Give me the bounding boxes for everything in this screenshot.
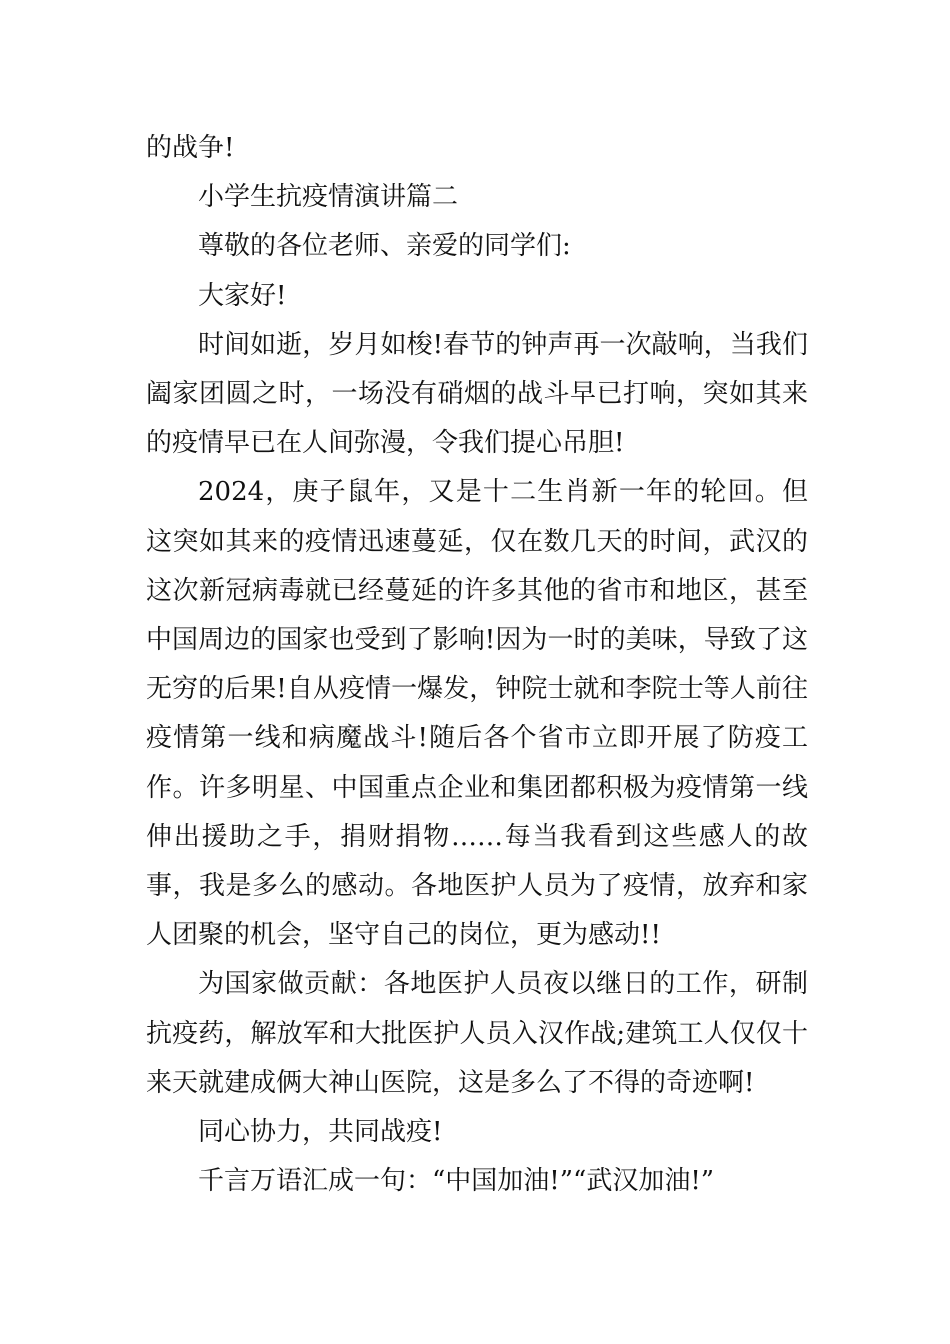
- section-heading: 小学生抗疫情演讲篇二: [198, 182, 459, 213]
- document-body: [146, 124, 808, 1206]
- paragraph: 为国家做贡献：各地医护人员夜以继日的工作，研制抗疫药，解放军和大批医护人员入汉作战;建筑工人仅仅十来天就建成俩大神山医院，这是多么了不得的奇迹啊!: [146, 969, 808, 1098]
- paragraph: 2024，庚子鼠年，又是十二生肖新一年的轮回。但这突如其来的疫情迅速蔓延，仅在数几天的时间，武汉的这次新冠病毒就已经蔓延的许多其他的省市和地区，甚至中国周边的国家也受到了影响!因为一时的美味，导致了这无穷的后果!自从疫情一爆发，钟院士就和李院士等人前往疫情第一线和病魔战斗!随后各个省市立即开展了防疫工作。许多明星、中国重点企业和集团都积极为疫情第一线伸出援助之手，捐财捐物……每当我看到这些感人的故事，我是多么的感动。各地医护人员为了疫情，放弃和家人团聚的机会，坚守自己的岗位，更为感动!!: [146, 477, 808, 951]
- closing-line: 千言万语汇成一句：“中国加油!”“武汉加油!”: [198, 1166, 715, 1197]
- paragraph: 同心协力，共同战疫!: [198, 1117, 443, 1148]
- salutation: 尊敬的各位老师、亲爱的同学们:: [198, 231, 571, 262]
- greeting: 大家好!: [198, 280, 287, 311]
- paragraph-continuation: 的战争!: [146, 133, 235, 163]
- paragraph: 时间如逝，岁月如梭!春节的钟声再一次敲响，当我们阖家团圆之时，一场没有硝烟的战斗早已打响，突如其来的疫情早已在人间弥漫，令我们提心吊胆!: [146, 329, 808, 459]
